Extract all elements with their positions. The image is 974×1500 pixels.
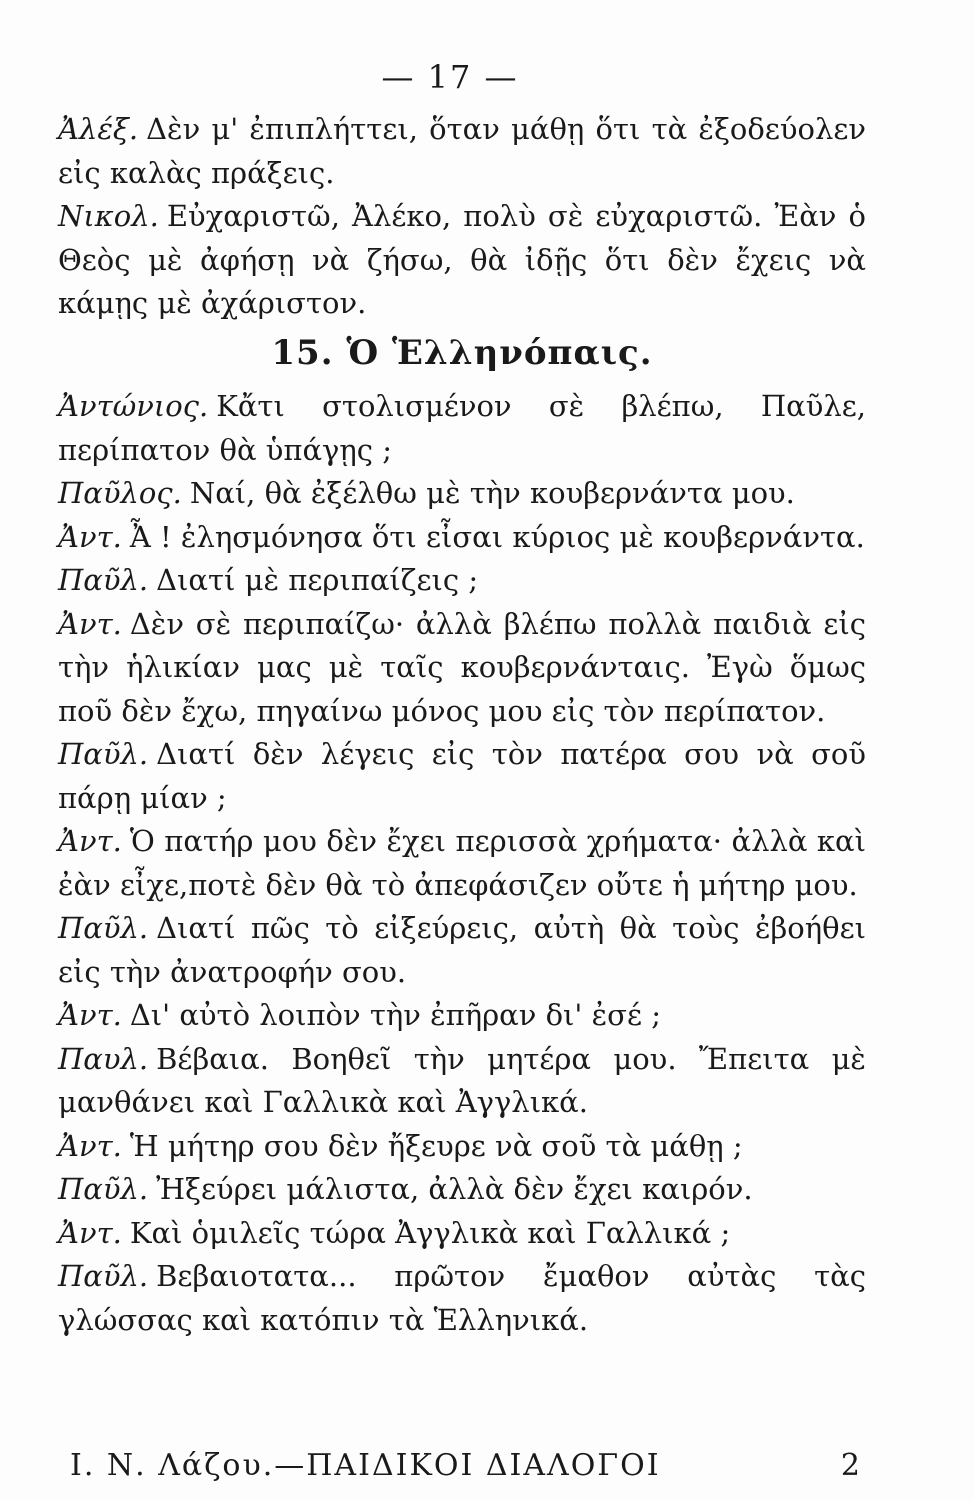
dialogue-text: Κἄτι στολισμένον σὲ βλέπω, Παῦλε, περίπατον θὰ ὑπάγῃς ; bbox=[58, 389, 866, 467]
dialogue-text: Ὁ πατήρ μου δὲν ἔχει περισσὰ χρήματα· ἀλλὰ καὶ ἐὰν εἶχε,ποτὲ δὲν θὰ τὸ ἀπεφάσιζεν οὔτε ἡ μήτηρ μου. bbox=[58, 824, 866, 902]
dialogue-text: Διατί πῶς τὸ εἰξεύρεις, αὐτὴ θὰ τοὺς ἐβοήθει εἰς τὴν ἀνατροφήν σου. bbox=[58, 911, 866, 989]
dialogue-line bbox=[58, 516, 866, 560]
page-footer bbox=[70, 1448, 860, 1483]
dialogue-line bbox=[58, 559, 866, 603]
dialogue-text: Διατί μὲ περιπαίζεις ; bbox=[156, 563, 479, 597]
dialogue-text: Ναί, θὰ ἐξέλθω μὲ τὴν κουβερνάντα μου. bbox=[189, 476, 795, 510]
speaker-name: Ἀντ. bbox=[58, 1128, 122, 1163]
speaker-name: Παῦλ. bbox=[58, 563, 149, 597]
dialogue-text: Βεβαιοτατα... πρῶτον ἔμαθον αὐτὰς τὰς γλώσσας καὶ κατόπιν τὰ Ἑλληνικά. bbox=[58, 1259, 866, 1337]
dialogue-line bbox=[58, 1125, 866, 1169]
dialogue-text: Βέβαια. Βοηθεῖ τὴν μητέρα μου. Ἔπειτα μὲ μανθάνει καὶ Γαλλικὰ καὶ Ἀγγλικά. bbox=[58, 1041, 866, 1119]
speaker-name: Νικολ. bbox=[58, 199, 159, 233]
footer-author: Ι. Ν. Λάζου.—ΠΑΙΔΙΚΟΙ ΔΙΑΛΟΓΟΙ bbox=[70, 1448, 661, 1483]
dialogue-line bbox=[58, 195, 866, 326]
page-number: — 17 — bbox=[381, 58, 519, 96]
dialogue-text: Ἆ ! ἐλησμόνησα ὅτι εἶσαι κύριος μὲ κουβερνάντα. bbox=[129, 519, 865, 554]
dialogue-line bbox=[58, 994, 866, 1038]
speaker-name: Ἀντ. bbox=[58, 606, 122, 641]
body-text bbox=[58, 108, 866, 1342]
dialogue-text: Εὐχαριστῶ, Ἀλέκο, πολὺ σὲ εὐχαριστῶ. Ἐὰν ὁ Θεὸς μὲ ἀφήσῃ νὰ ζήσω, θὰ ἰδῇς ὅτι δὲν ἔχεις νὰ κάμῃς μὲ ἀχάριστον. bbox=[58, 199, 866, 320]
signature-mark: 2 bbox=[840, 1448, 860, 1483]
speaker-name: Παῦλ. bbox=[58, 1259, 149, 1293]
dialogue-text: Διατί δὲν λέγεις εἰς τὸν πατέρα σου νὰ σοῦ πάρῃ μίαν ; bbox=[58, 737, 866, 815]
speaker-name: Ἀντώνιος. bbox=[58, 389, 209, 423]
dialogue-line bbox=[58, 108, 866, 195]
dialogue-text: Ἠξεύρει μάλιστα, ἀλλὰ δὲν ἔχει καιρόν. bbox=[156, 1172, 753, 1206]
section-heading: 15. Ὁ Ἑλληνόπαις. bbox=[271, 332, 653, 373]
speaker-name: Ἀντ. bbox=[58, 519, 122, 554]
dialogue-line bbox=[58, 820, 866, 907]
speaker-name: Παῦλ. bbox=[58, 1172, 149, 1206]
speaker-name: Ἀντ. bbox=[58, 824, 122, 858]
dialogue-text: Καὶ ὁμιλεῖς τώρα Ἀγγλικὰ καὶ Γαλλικά ; bbox=[129, 1215, 731, 1250]
dialogue-line bbox=[58, 733, 866, 820]
dialogue-line bbox=[58, 385, 866, 472]
dialogue-line bbox=[58, 1255, 866, 1342]
dialogue-line bbox=[58, 907, 866, 994]
speaker-name: Παῦλ. bbox=[58, 737, 149, 771]
speaker-name: Παῦλ. bbox=[58, 911, 149, 945]
speaker-name: Ἀντ. bbox=[58, 998, 122, 1032]
dialogue-text: Δὲν μ' ἐπιπλήττει, ὅταν μάθῃ ὅτι τὰ ἐξοδεύολεν εἰς καλὰς πράξεις. bbox=[58, 112, 866, 190]
speaker-name: Ἀλέξ. bbox=[58, 112, 139, 146]
speaker-name: Ἀντ. bbox=[58, 1215, 122, 1250]
dialogue-line bbox=[58, 472, 866, 516]
dialogue-text: Δὲν σὲ περιπαίζω· ἀλλὰ βλέπω πολλὰ παιδιὰ εἰς τὴν ἡλικίαν μας μὲ ταῖς κουβερνάνταις. Ἐγὼ ὅμως ποῦ δὲν ἔχω, πηγαίνω μόνος μου εἰς τὸν περίπατον. bbox=[58, 606, 866, 728]
dialogue-line bbox=[58, 1212, 866, 1256]
dialogue-line bbox=[58, 603, 866, 734]
dialogue-line bbox=[58, 1168, 866, 1212]
speaker-name: Παυλ. bbox=[58, 1041, 149, 1076]
dialogue-text: Δι' αὐτὸ λοιπὸν τὴν ἐπῆραν δι' ἐσέ ; bbox=[129, 998, 661, 1032]
speaker-name: Παῦλος. bbox=[58, 476, 182, 510]
dialogue-text: Ἡ μήτηρ σου δὲν ἤξευρε νὰ σοῦ τὰ μάθῃ ; bbox=[129, 1128, 743, 1163]
dialogue-line bbox=[58, 1038, 866, 1125]
